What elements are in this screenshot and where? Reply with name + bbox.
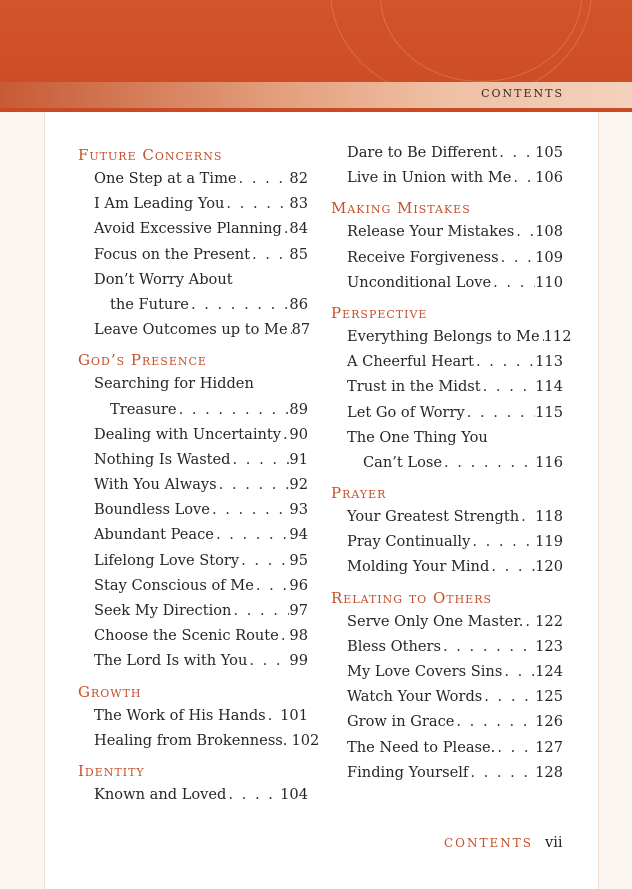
dot-leader (474, 349, 535, 374)
section-title: Future Concerns (78, 146, 223, 164)
entry-page-number: 114 (535, 378, 563, 396)
entry-page-number: 113 (535, 353, 563, 371)
dot-leader (523, 609, 535, 634)
toc-entry (331, 504, 563, 529)
entry-page-number: 122 (535, 612, 563, 630)
section-title: Making Mistakes (331, 199, 471, 218)
running-header: CONTENTS (481, 87, 564, 100)
entry-title: Unconditional Love (347, 273, 492, 291)
dot-leader (495, 735, 535, 760)
entry-title: Lifelong Love Story (94, 551, 240, 569)
entry-title: Bless Others (347, 637, 441, 655)
toc-entry (331, 609, 563, 634)
entry-page-number: 124 (535, 663, 563, 680)
dot-leader (231, 598, 289, 623)
entry-title: Dealing with Uncertainty (94, 425, 282, 443)
toc-entry (78, 497, 308, 522)
entry-title: A Cheerful Heart (347, 353, 475, 371)
entry-title: Known and Loved (94, 785, 227, 803)
entry-title: Live in Union with Me (347, 169, 512, 187)
entry-page-number: 87 (291, 321, 311, 339)
dot-leader (465, 400, 535, 425)
dot-leader (481, 374, 535, 399)
toc-entry (331, 529, 563, 554)
dot-leader (250, 242, 289, 267)
header-banner (0, 0, 632, 112)
toc-entry (331, 425, 563, 450)
entry-page-number: 128 (535, 763, 563, 781)
entry-title: Watch Your Words (347, 688, 483, 706)
toc-entry (78, 548, 308, 573)
toc-entry (78, 267, 308, 292)
toc-entry (331, 140, 563, 165)
entry-title: Finding Yourself (347, 763, 469, 781)
dot-leader (224, 191, 289, 216)
dot-leader (279, 623, 290, 648)
toc-entry-continued (331, 450, 563, 475)
entry-page-number: 126 (535, 713, 563, 731)
dot-leader (214, 522, 289, 547)
toc-entry (78, 623, 308, 648)
entry-title: Nothing Is Wasted (94, 450, 231, 468)
dot-leader (489, 554, 535, 579)
toc-entry (331, 684, 563, 709)
entry-title: Your Greatest Strength (347, 508, 520, 526)
entry-page-number: 90 (289, 425, 308, 443)
entry-title: Serve Only One Master. (347, 612, 524, 630)
dot-leader (519, 504, 535, 529)
entry-page-number: 83 (289, 195, 308, 213)
toc-entry (78, 317, 311, 342)
toc-entry (331, 735, 563, 760)
entry-page-number: 84 (289, 220, 308, 238)
toc-column-left (78, 140, 320, 807)
entry-title-continued: the Future (110, 295, 189, 313)
toc-entry (78, 371, 308, 396)
entry-title: Focus on the Present (94, 245, 250, 263)
entry-title: With You Always (94, 476, 217, 494)
entry-title: Healing from Brokenness. (94, 731, 288, 749)
dot-leader (239, 548, 289, 573)
entry-page-number: 97 (289, 602, 308, 619)
entry-page-number: 94 (289, 526, 308, 544)
toc-entry-continued (78, 292, 308, 317)
toc-entry (78, 422, 308, 447)
dot-leader (282, 216, 290, 241)
entry-page-number: 110 (535, 273, 563, 291)
entry-page-number: 125 (535, 688, 563, 706)
dot-leader (482, 684, 535, 709)
entry-page-number: 109 (535, 248, 563, 266)
entry-page-number: 123 (535, 637, 563, 655)
dot-leader (177, 397, 290, 422)
toc-entry (78, 472, 308, 497)
entry-page-number: 127 (535, 738, 563, 756)
dot-leader (497, 140, 535, 165)
entry-page-number: 91 (289, 450, 308, 468)
dot-leader (511, 165, 535, 190)
toc-column-right (331, 140, 572, 785)
dot-leader (210, 497, 289, 522)
dot-leader (441, 634, 535, 659)
entry-title: Don’t Worry About (94, 270, 233, 288)
entry-page-number: 115 (535, 403, 563, 421)
entry-page-number: 89 (289, 400, 308, 418)
toc-entry (78, 166, 308, 191)
toc-entry (78, 216, 308, 241)
section-title: Relating to Others (331, 588, 493, 607)
entry-page-number: 106 (535, 169, 563, 187)
entry-title: Choose the Scenic Route (94, 627, 279, 645)
entry-page-number: 108 (535, 223, 563, 241)
toc-entry (331, 349, 563, 374)
entry-page-number: 119 (535, 533, 563, 551)
dot-leader (454, 709, 535, 734)
entry-title: Receive Forgiveness (347, 248, 499, 266)
entry-page-number: 102 (291, 731, 320, 749)
toc-entry (78, 648, 308, 673)
footer-label: CONTENTS (444, 836, 534, 850)
entry-page-number: 92 (289, 476, 308, 494)
toc-entry (331, 324, 572, 349)
toc-entry-continued (78, 397, 308, 422)
entry-title: Pray Continually (347, 533, 471, 551)
dot-leader (442, 450, 535, 475)
dot-leader (502, 659, 535, 684)
entry-page-number: 86 (289, 295, 308, 313)
toc-entry (78, 703, 308, 728)
toc-entry (78, 782, 308, 807)
entry-page-number: 112 (543, 327, 572, 345)
entry-page-number: 104 (280, 785, 308, 803)
toc-entry (78, 191, 308, 216)
entry-title: Avoid Excessive Planning (94, 220, 282, 238)
section-title: God’s Presence (78, 351, 207, 370)
dot-leader (514, 219, 535, 244)
section-title: Perspective (331, 303, 428, 322)
entry-page-number: 85 (289, 245, 308, 263)
toc-entry (331, 760, 563, 785)
dot-leader (247, 648, 289, 673)
toc-entry (78, 598, 308, 623)
entry-title: The Lord Is with You (94, 652, 248, 670)
entry-title: Grow in Grace (347, 713, 455, 731)
entry-title: Dare to Be Different (347, 144, 498, 161)
dot-leader (189, 292, 289, 317)
entry-title: Let Go of Worry (347, 403, 465, 421)
entry-page-number: 120 (535, 558, 563, 576)
entry-page-number: 93 (289, 501, 308, 519)
dot-leader (231, 447, 290, 472)
entry-title-continued: Can’t Lose (363, 453, 443, 471)
toc-entry (78, 522, 308, 547)
toc-entry (331, 554, 563, 579)
entry-title-continued: Treasure (110, 400, 177, 418)
entry-title: The Work of His Hands (94, 706, 266, 724)
section-title: Identity (78, 761, 145, 780)
entry-page-number: 98 (289, 627, 308, 645)
entry-page-number: 99 (289, 652, 308, 670)
dot-leader (226, 782, 280, 807)
toc-entry (331, 634, 563, 659)
toc-entry (331, 270, 563, 295)
section-title: Prayer (331, 484, 387, 503)
toc-entry (331, 374, 563, 399)
entry-page-number: 118 (535, 508, 563, 526)
toc-entry (78, 447, 308, 472)
entry-page-number: 105 (535, 144, 563, 161)
entry-title: The Need to Please. (347, 738, 496, 756)
toc-entry (331, 165, 563, 190)
dot-leader (254, 573, 290, 598)
page-number: vii (545, 834, 563, 851)
dot-leader (470, 529, 535, 554)
entry-title: Abundant Peace (94, 526, 214, 544)
toc-entry (331, 400, 563, 425)
dot-leader (499, 245, 536, 270)
entry-title: One Step at a Time (94, 170, 237, 187)
entry-page-number: 82 (289, 170, 308, 187)
entry-title: My Love Covers Sins (347, 663, 503, 680)
toc-entry (331, 659, 563, 684)
entry-title: Trust in the Midst (347, 378, 481, 396)
entry-page-number: 95 (289, 551, 308, 569)
entry-title: Molding Your Mind (347, 558, 490, 576)
dot-leader (237, 166, 290, 191)
dot-leader (491, 270, 535, 295)
toc-entry (331, 709, 563, 734)
entry-title: Boundless Love (94, 501, 210, 519)
toc-entry (331, 245, 563, 270)
dot-leader (468, 760, 535, 785)
toc-entry (331, 219, 563, 244)
entry-title: The One Thing You (347, 428, 488, 446)
entry-title: Seek My Direction (94, 602, 232, 619)
entry-page-number: 101 (280, 706, 308, 724)
dot-leader (281, 422, 289, 447)
entry-page-number: 116 (535, 453, 563, 471)
dot-leader (266, 703, 280, 728)
toc-entry (78, 573, 308, 598)
entry-title: Searching for Hidden (94, 375, 254, 393)
toc-entry (78, 242, 308, 267)
entry-page-number: 96 (289, 576, 308, 594)
entry-title: Release Your Mistakes (347, 223, 515, 241)
toc-entry (78, 728, 320, 753)
section-title: Growth (78, 682, 142, 701)
entry-title: Everything Belongs to Me (347, 327, 540, 345)
dot-leader (217, 472, 290, 497)
entry-title: Leave Outcomes up to Me (94, 321, 288, 339)
entry-title: Stay Conscious of Me (94, 576, 254, 594)
entry-title: I Am Leading You (94, 195, 225, 213)
